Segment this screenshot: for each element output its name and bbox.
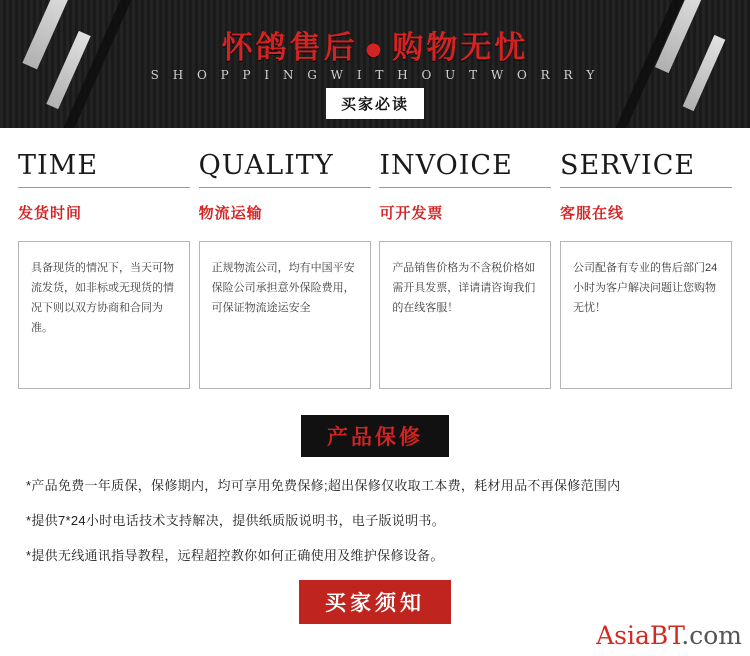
card-title-en: SERVICE bbox=[559, 150, 696, 181]
card-title-cn: 物流运输 bbox=[198, 204, 263, 222]
service-cards bbox=[0, 128, 750, 389]
watermark-tld: .com bbox=[681, 621, 742, 650]
card-title-en: INVOICE bbox=[379, 150, 513, 181]
warranty-section bbox=[0, 415, 750, 564]
banner-title-right: 购物无忧 bbox=[392, 30, 529, 66]
warranty-line: *提供7*24小时电话技术支持解决，提供纸质版说明书，电子版说明书。 bbox=[26, 513, 446, 528]
footer-badge: 买家须知 bbox=[299, 580, 451, 624]
card-body: 具备现货的情况下，当天可物流发货，如非标或无现货的情况下则以双方协商和合同为准。 bbox=[18, 241, 190, 389]
warranty-lines bbox=[0, 475, 750, 564]
card-title-en: TIME bbox=[18, 150, 99, 181]
banner-badge: 买家必读 bbox=[326, 88, 424, 119]
card-body: 正规物流公司，均有中国平安保险公司承担意外保险费用，可保证物流途运安全 bbox=[199, 241, 371, 389]
card-divider bbox=[199, 187, 371, 188]
card-title-cn: 客服在线 bbox=[559, 204, 624, 222]
card-title-en: QUALITY bbox=[198, 150, 334, 181]
banner-title bbox=[0, 22, 750, 67]
service-card-invoice bbox=[379, 150, 551, 389]
card-title-cn: 可开发票 bbox=[379, 204, 444, 222]
banner-subtitle: S H O P P I N G W I T H O U T W O R R Y bbox=[150, 68, 600, 82]
card-body: 产品销售价格为不含税价格如需开具发票，详请请咨询我们的在线客服！ bbox=[379, 241, 551, 389]
header-banner bbox=[0, 0, 750, 128]
watermark bbox=[596, 621, 742, 650]
card-divider bbox=[18, 187, 190, 188]
banner-title-left: 怀鸽售后 bbox=[221, 30, 358, 66]
service-card-time bbox=[18, 150, 190, 389]
service-card-service bbox=[560, 150, 732, 389]
warranty-line: *提供无线通讯指导教程，远程超控教你如何正确使用及维护保修设备。 bbox=[26, 548, 444, 563]
watermark-brand: AsiaBT bbox=[596, 621, 682, 650]
card-divider bbox=[560, 187, 732, 188]
card-body: 公司配备有专业的售后部门24小时为客户解决问题让您购物无忧！ bbox=[560, 241, 732, 389]
footer-section bbox=[0, 580, 750, 650]
warranty-line: *产品免费一年质保，保修期内，均可享用免费保修;超出保修仅收取工本费，耗材用品不再保修范围内 bbox=[26, 478, 621, 493]
card-title-cn: 发货时间 bbox=[18, 204, 83, 222]
banner-title-dot: ● bbox=[365, 39, 385, 60]
service-card-quality bbox=[199, 150, 371, 389]
card-divider bbox=[379, 187, 551, 188]
warranty-badge: 产品保修 bbox=[301, 415, 449, 457]
